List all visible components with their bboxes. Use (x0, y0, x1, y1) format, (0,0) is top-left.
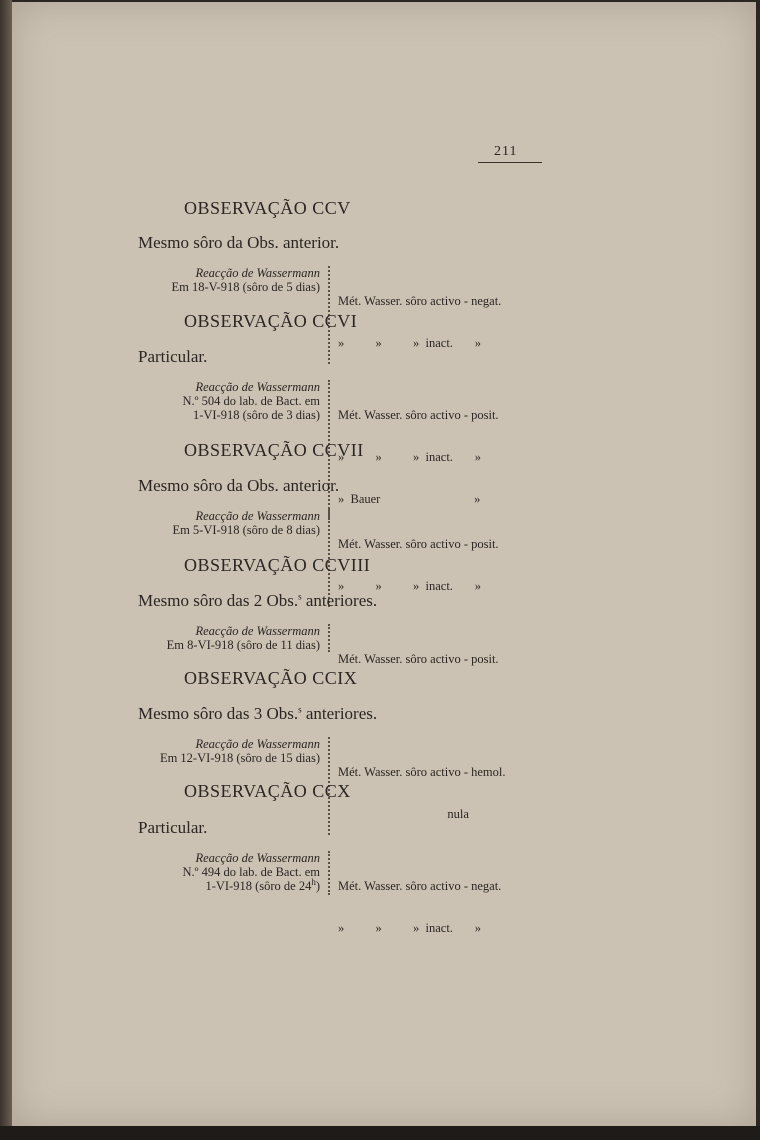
result-line: Mét. Wasser. sôro activo - posit. (338, 652, 499, 666)
result-line: Mét. Wasser. sôro activo - hemol. (338, 765, 506, 779)
subtitle-text: Mesmo sôro das 3 Obs. (138, 704, 299, 723)
result-line: Mét. Wasser. sôro activo - negat. (338, 879, 502, 893)
result-line: » » » inact. » (338, 336, 482, 350)
observation-subtitle: Mesmo sôro da Obs. anterior. (138, 233, 340, 252)
page-bottom-edge (0, 1126, 760, 1140)
reaction-date (182, 876, 320, 893)
observation-heading: OBSERVAÇÃO CCV (184, 198, 351, 218)
reaction-date: Em 18-V-918 (sôro de 5 dias) (171, 280, 320, 294)
subtitle-text: Mesmo sôro das 2 Obs. (138, 591, 299, 610)
reaction-details (182, 380, 320, 422)
reaction-details (172, 266, 320, 294)
subtitle-tail: anteriores. (301, 591, 378, 610)
reaction-details (167, 624, 320, 652)
result-line: » » » inact. » (338, 450, 482, 464)
reaction-details (172, 509, 320, 537)
reaction-title: Reacção de Wassermann (195, 266, 320, 280)
observation-subtitle: Particular. (138, 818, 208, 837)
reaction-date-tail: ) (315, 879, 320, 893)
reaction-results (328, 851, 502, 935)
observation-heading: OBSERVAÇÃO CCVII (184, 440, 364, 460)
reaction-details (160, 737, 320, 765)
result-line: » Bauer » (338, 492, 481, 506)
book-spine (0, 0, 12, 1140)
result-line: » » » inact. » (338, 579, 482, 593)
page-number: 211 (494, 144, 518, 159)
observation-subtitle: Mesmo sôro da Obs. anterior. (138, 476, 340, 495)
reaction-lab-number: N.º 494 do lab. de Bact. em (182, 865, 320, 879)
reaction-title: Reacção de Wassermann (195, 624, 320, 638)
reaction-date-superscript: h (311, 876, 316, 887)
result-line: Mét. Wasser. sôro activo - posit. (338, 537, 499, 551)
reaction-lab-number: N.º 504 do lab. de Bact. em (182, 394, 320, 408)
observation-heading: OBSERVAÇÃO CCIX (184, 668, 358, 688)
reaction-date: 1-VI-918 (sôro de 3 dias) (192, 408, 320, 422)
result-line: » » » inact. » (338, 921, 482, 935)
observation-subtitle: Particular. (138, 347, 208, 366)
result-line: Mét. Wasser. sôro activo - negat. (338, 294, 502, 308)
reaction-title: Reacção de Wassermann (195, 851, 320, 865)
observation-heading: OBSERVAÇÃO CCX (184, 781, 351, 801)
subtitle-tail: anteriores. (301, 704, 378, 723)
reaction-title: Reacção de Wassermann (195, 737, 320, 751)
observation-subtitle (138, 704, 377, 724)
observation-subtitle (138, 591, 377, 611)
reaction-details (182, 851, 320, 893)
reaction-date-text: 1-VI-918 (sôro de 24 (205, 879, 312, 893)
reaction-results (328, 737, 505, 835)
observation-heading: OBSERVAÇÃO CCVIII (184, 555, 371, 575)
subtitle-superscript: s (298, 591, 302, 602)
reaction-date: Em 12-VI-918 (sôro de 15 dias) (159, 751, 320, 765)
observation-heading: OBSERVAÇÃO CCVI (184, 311, 358, 331)
result-line: Mét. Wasser. sôro activo - posit. (338, 408, 499, 422)
result-line: nula (338, 807, 469, 821)
reaction-title: Reacção de Wassermann (195, 509, 320, 523)
reaction-results (328, 624, 499, 666)
reaction-date: Em 5-VI-918 (sôro de 8 dias) (172, 523, 320, 537)
reaction-title: Reacção de Wassermann (195, 380, 320, 394)
subtitle-superscript: s (298, 704, 302, 715)
page-number-rule (478, 162, 542, 163)
reaction-date: Em 8-VI-918 (sôro de 11 dias) (166, 638, 320, 652)
